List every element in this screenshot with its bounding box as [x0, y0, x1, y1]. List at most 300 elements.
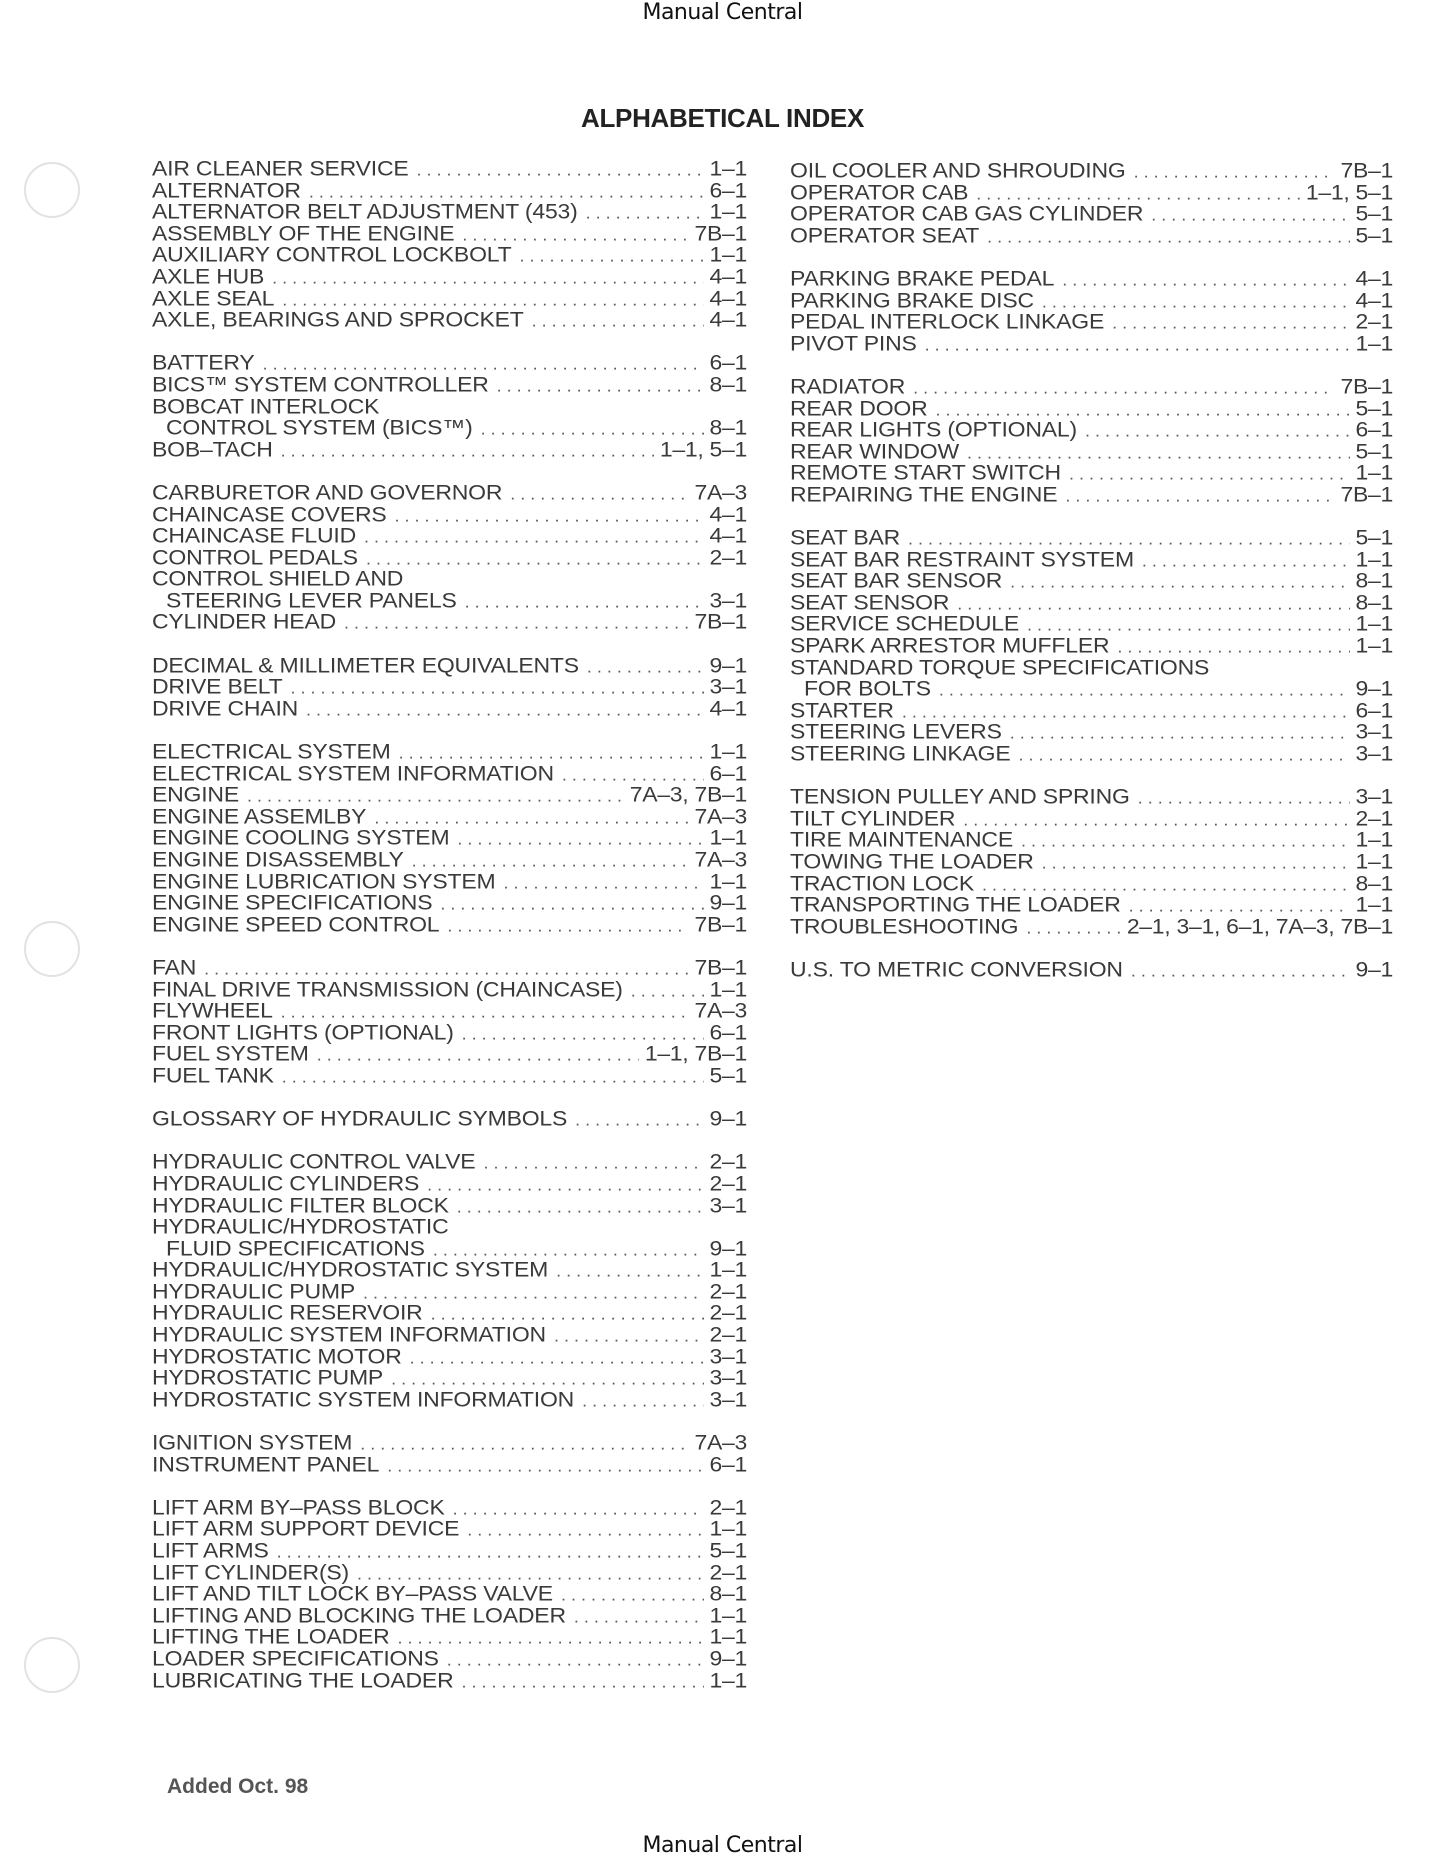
- index-entry-page: 5–1: [1355, 438, 1393, 463]
- index-group-p: [790, 267, 1393, 353]
- index-entry-page: 1–1: [709, 1516, 747, 1541]
- index-entry-page: 1–1: [709, 1602, 747, 1627]
- index-entry-label: HYDRAULIC SYSTEM INFORMATION: [152, 1322, 546, 1346]
- index-entry-label: CONTROL PEDALS: [152, 544, 358, 569]
- index-entry: [152, 307, 747, 332]
- index-entry-label: ENGINE ASSEMLBY: [152, 803, 367, 828]
- dot-leader: [1151, 206, 1349, 226]
- index-entry-label: ELECTRICAL SYSTEM: [152, 738, 391, 763]
- index-entry: [790, 848, 1393, 873]
- index-entry: [790, 287, 1393, 312]
- index-entry-page: 8–1: [1355, 870, 1393, 895]
- index-entry-page: 3–1: [1355, 784, 1393, 809]
- index-entry-label: CHAINCASE FLUID: [152, 523, 357, 547]
- index-entry: [152, 738, 747, 763]
- index-entry: [152, 1214, 747, 1238]
- index-entry: [152, 1019, 747, 1044]
- dot-leader: [510, 484, 688, 504]
- dot-leader: [1065, 486, 1334, 506]
- index-entry: [790, 611, 1393, 636]
- dot-leader: [447, 916, 688, 936]
- index-entry-label: ENGINE SPECIFICATIONS: [152, 890, 433, 915]
- index-entry-page: 4–1: [709, 501, 747, 526]
- index-entry-label: LIFT CYLINDER(S): [152, 1559, 350, 1584]
- index-entry-label: LIFT ARM BY–PASS BLOCK: [152, 1494, 445, 1519]
- dot-leader: [398, 1629, 704, 1649]
- index-entry-label: CONTROL SYSTEM (BICS™): [166, 415, 473, 440]
- dot-leader: [1021, 832, 1350, 852]
- index-entry-page: 3–1: [709, 1192, 747, 1217]
- dot-leader: [1010, 573, 1349, 593]
- dot-leader: [440, 895, 703, 915]
- index-entry-page: 3–1: [1355, 740, 1393, 765]
- index-entry: [790, 589, 1393, 614]
- index-entry-page: 1–1: [709, 868, 747, 893]
- index-entry-page: 9–1: [709, 652, 747, 677]
- index-entry: [152, 479, 747, 504]
- index-entry-label: OPERATOR SEAT: [790, 222, 980, 247]
- index-entry: [790, 633, 1393, 657]
- index-entry-page: 1–1: [709, 242, 747, 267]
- index-entry-page: 4–1: [709, 523, 747, 547]
- index-entry-label: SERVICE SCHEDULE: [790, 611, 1020, 636]
- index-entry: [152, 1322, 747, 1346]
- dot-leader: [282, 1068, 704, 1088]
- index-entry: [152, 1537, 747, 1562]
- index-entry: [790, 438, 1393, 463]
- dot-leader: [1131, 962, 1350, 982]
- index-entry: [152, 220, 747, 245]
- index-entry: [790, 309, 1393, 334]
- index-group-u: [790, 958, 1393, 980]
- index-entry: [152, 523, 747, 547]
- index-entry-label: ENGINE DISASSEMBLY: [152, 846, 404, 871]
- index-entry-page: 7B–1: [1340, 481, 1393, 506]
- index-entry: [152, 1451, 747, 1476]
- index-entry-label: CYLINDER HEAD: [152, 609, 336, 634]
- dot-leader: [586, 204, 704, 224]
- index-entry: [790, 546, 1393, 571]
- index-entry-page: 1–1: [1355, 330, 1393, 355]
- index-group-i: [152, 1431, 747, 1474]
- index-entry-label: CONTROL SHIELD AND: [152, 566, 404, 591]
- index-entry: [152, 890, 747, 915]
- index-entry-page: 1–1, 7B–1: [644, 1041, 747, 1066]
- index-entry: [152, 1429, 747, 1454]
- index-entry-label: SEAT BAR RESTRAINT SYSTEM: [790, 546, 1134, 571]
- index-entry-page: 2–1: [709, 1278, 747, 1303]
- index-entry-page: 9–1: [1355, 956, 1393, 981]
- index-entry-label: STANDARD TORQUE SPECIFICATIONS: [790, 654, 1210, 679]
- index-entry-label: DRIVE CHAIN: [152, 695, 299, 720]
- index-entry-label: REAR LIGHTS (OPTIONAL): [790, 417, 1077, 442]
- dot-leader: [483, 1154, 703, 1174]
- index-group-f: [152, 956, 747, 1086]
- index-entry-label: REPAIRING THE ENGINE: [790, 481, 1058, 506]
- index-entry-page: 6–1: [709, 177, 747, 202]
- dot-leader: [1010, 724, 1350, 744]
- index-entry: [152, 760, 747, 785]
- index-entry-label: FAN: [152, 954, 197, 979]
- index-entry: [790, 654, 1393, 679]
- index-entry-page: 1–1: [1355, 611, 1393, 636]
- index-entry-label: TENSION PULLEY AND SPRING: [790, 784, 1130, 809]
- index-entry-label: ENGINE: [152, 782, 239, 807]
- index-entry-page: 1–1: [709, 976, 747, 1001]
- index-entry: [790, 719, 1393, 744]
- index-entry-page: 7B–1: [694, 911, 747, 936]
- index-entry: [152, 1149, 747, 1174]
- index-group-l: [152, 1496, 747, 1690]
- index-entry: [790, 913, 1393, 938]
- index-entry-page: 1–1: [1355, 827, 1393, 852]
- index-entry-page: 2–1: [709, 1322, 747, 1346]
- index-entry: [152, 242, 747, 267]
- dot-leader: [1026, 918, 1121, 938]
- index-entry: [790, 460, 1393, 485]
- index-entry: [152, 609, 747, 634]
- index-entry-label: BOB–TACH: [152, 436, 273, 461]
- index-column-left: [152, 157, 747, 1712]
- index-entry: [152, 1494, 747, 1519]
- index-entry-page: 2–1: [1355, 805, 1393, 830]
- index-entry-label: HYDRAULIC FILTER BLOCK: [152, 1192, 449, 1217]
- index-entry-page: 7A–3: [694, 1429, 747, 1454]
- index-entry-page: 1–1: [709, 1257, 747, 1282]
- index-entry-label: LUBRICATING THE LOADER: [152, 1667, 454, 1692]
- index-entry-label: TIRE MAINTENANCE: [790, 827, 1013, 852]
- dot-leader: [1138, 789, 1350, 809]
- index-entry-page: 5–1: [1355, 395, 1393, 420]
- index-entry-page: 1–1, 5–1: [1305, 179, 1393, 204]
- index-group-o: [790, 159, 1393, 245]
- index-entry-page: 4–1: [709, 695, 747, 720]
- index-entry-label: OIL COOLER AND SHROUDING: [790, 157, 1126, 182]
- index-entry-label: INSTRUMENT PANEL: [152, 1451, 380, 1476]
- index-entry: [152, 803, 747, 828]
- index-entry-page: 1–1: [1355, 848, 1393, 873]
- index-entry: [152, 1170, 747, 1195]
- index-entry-page: 4–1: [709, 263, 747, 288]
- index-entry-page: 2–1, 3–1, 6–1, 7A–3, 7B–1: [1126, 913, 1393, 938]
- index-group-t: [790, 785, 1393, 936]
- index-entry-label: BATTERY: [152, 350, 255, 375]
- index-entry-label: ALTERNATOR BELT ADJUSTMENT (453): [152, 199, 578, 224]
- dot-leader: [987, 227, 1349, 247]
- index-entry: [152, 587, 747, 612]
- dot-leader: [561, 1586, 704, 1606]
- dot-leader: [1018, 746, 1349, 766]
- index-entry-page: 2–1: [709, 1300, 747, 1325]
- index-entry-label: LIFT ARMS: [152, 1537, 269, 1562]
- index-entry-page: 5–1: [1355, 222, 1393, 247]
- index-entry-page: 8–1: [1355, 568, 1393, 593]
- index-entry-page: 7B–1: [694, 954, 747, 979]
- index-entry-label: OPERATOR CAB: [790, 179, 969, 204]
- index-entry-label: SPARK ARRESTOR MUFFLER: [790, 633, 1110, 657]
- index-entry-page: 7A–3: [694, 998, 747, 1023]
- index-entry: [790, 676, 1393, 701]
- index-entry-page: 2–1: [709, 1170, 747, 1195]
- dot-leader: [1042, 854, 1350, 874]
- index-entry-label: AIR CLEANER SERVICE: [152, 155, 409, 180]
- dot-leader: [360, 1435, 688, 1455]
- index-group-b: [152, 351, 747, 459]
- index-entry-label: STEERING LEVER PANELS: [166, 587, 457, 612]
- index-entry-label: DECIMAL & MILLIMETER EQUIVALENTS: [152, 652, 579, 677]
- index-group-e: [152, 740, 747, 934]
- index-entry: [152, 371, 747, 396]
- index-entry: [152, 1343, 747, 1368]
- dot-leader: [410, 1348, 704, 1368]
- index-entry-page: 2–1: [709, 544, 747, 569]
- index-entry-label: ENGINE LUBRICATION SYSTEM: [152, 868, 496, 893]
- index-entry-page: 1–1: [1355, 892, 1393, 917]
- index-entry-label: TOWING THE LOADER: [790, 848, 1034, 873]
- index-entry-label: LIFT AND TILT LOCK BY–PASS VALVE: [152, 1581, 553, 1606]
- index-entry: [152, 1235, 747, 1260]
- index-entry-page: 6–1: [709, 1019, 747, 1044]
- dot-leader: [387, 1456, 703, 1476]
- dot-leader: [1062, 271, 1349, 291]
- index-entry: [790, 827, 1393, 852]
- index-entry: [790, 222, 1393, 247]
- dot-leader: [395, 506, 704, 526]
- dot-leader: [272, 269, 703, 289]
- index-entry-page: 2–1: [709, 1149, 747, 1174]
- dot-leader: [447, 1651, 704, 1671]
- index-entry-page: 9–1: [709, 890, 747, 915]
- index-entry: [790, 481, 1393, 506]
- index-entry: [152, 868, 747, 893]
- index-entry: [790, 525, 1393, 549]
- dot-leader: [503, 873, 703, 893]
- page-title: ALPHABETICAL INDEX: [580, 103, 865, 133]
- index-entry-label: HYDRAULIC CYLINDERS: [152, 1170, 420, 1195]
- index-entry-label: PIVOT PINS: [790, 330, 917, 355]
- index-entry-label: REAR DOOR: [790, 395, 928, 420]
- dot-leader: [366, 549, 704, 569]
- index-entry-label: FLYWHEEL: [152, 998, 273, 1023]
- index-entry-page: 1–1: [1355, 460, 1393, 485]
- dot-leader: [364, 528, 703, 548]
- index-entry: [152, 415, 747, 440]
- dot-leader: [1085, 422, 1350, 442]
- index-entry-label: FUEL TANK: [152, 1062, 274, 1087]
- index-entry: [790, 892, 1393, 917]
- index-entry-label: LIFTING THE LOADER: [152, 1624, 390, 1649]
- index-entry: [790, 179, 1393, 204]
- index-group-a: [152, 157, 747, 330]
- index-entry-page: 7A–3: [694, 479, 747, 504]
- index-entry: [152, 566, 747, 591]
- index-entry-label: ALTERNATOR: [152, 177, 301, 202]
- dot-leader: [574, 1607, 704, 1627]
- index-entry-page: 1–1: [709, 825, 747, 850]
- index-entry: [152, 695, 747, 720]
- index-entry-label: HYDROSTATIC SYSTEM INFORMATION: [152, 1386, 575, 1411]
- index-entry-label: STEERING LINKAGE: [790, 740, 1011, 765]
- index-entry-label: HYDRAULIC CONTROL VALVE: [152, 1149, 476, 1174]
- index-entry-page: 2–1: [709, 1559, 747, 1584]
- index-entry: [152, 544, 747, 569]
- index-entry-page: 7B–1: [694, 609, 747, 634]
- index-entry: [790, 784, 1393, 809]
- index-entry: [152, 1192, 747, 1217]
- index-entry-page: 6–1: [709, 1451, 747, 1476]
- dot-leader: [963, 810, 1349, 830]
- index-entry: [152, 177, 747, 202]
- dot-leader: [344, 614, 688, 634]
- index-entry: [152, 1624, 747, 1649]
- punch-hole-icon: [24, 1637, 80, 1693]
- index-entry: [152, 782, 747, 807]
- index-entry: [152, 350, 747, 375]
- index-entry-page: 3–1: [709, 587, 747, 612]
- index-entry-label: GLOSSARY OF HYDRAULIC SYMBOLS: [152, 1106, 568, 1131]
- dot-leader: [317, 1046, 639, 1066]
- index-entry: [152, 1365, 747, 1390]
- index-entry-page: 5–1: [1355, 525, 1393, 549]
- index-entry-label: FOR BOLTS: [804, 676, 931, 701]
- index-entry-label: CHAINCASE COVERS: [152, 501, 387, 526]
- index-entry: [152, 846, 747, 871]
- dot-leader: [306, 700, 703, 720]
- index-entry-page: 1–1: [709, 199, 747, 224]
- index-entry-page: 1–1: [1355, 546, 1393, 571]
- dot-leader: [575, 1111, 703, 1131]
- index-entry-page: 7B–1: [1340, 373, 1393, 398]
- punch-hole-icon: [24, 921, 80, 977]
- index-entry: [152, 1278, 747, 1303]
- index-entry-page: 6–1: [1355, 697, 1393, 722]
- index-entry-page: 3–1: [709, 674, 747, 699]
- index-entry-page: 6–1: [1355, 417, 1393, 442]
- index-entry: [152, 155, 747, 180]
- footer-watermark: Manual Central: [642, 1833, 803, 1858]
- index-entry-page: 4–1: [709, 307, 747, 332]
- index-entry-label: PEDAL INTERLOCK LINKAGE: [790, 309, 1105, 334]
- index-entry: [152, 1559, 747, 1584]
- index-entry: [790, 373, 1393, 398]
- index-entry-label: ASSEMBLY OF THE ENGINE: [152, 220, 455, 245]
- index-entry-label: HYDRAULIC/HYDROSTATIC SYSTEM: [152, 1257, 549, 1282]
- index-entry-page: 6–1: [709, 760, 747, 785]
- index-entry-label: LOADER SPECIFICATIONS: [152, 1645, 439, 1670]
- dot-leader: [417, 161, 704, 181]
- index-entry: [790, 265, 1393, 290]
- index-entry-page: 7A–3: [694, 846, 747, 871]
- index-entry-label: FRONT LIGHTS (OPTIONAL): [152, 1019, 454, 1044]
- index-entry: [790, 568, 1393, 593]
- dot-leader: [1112, 314, 1349, 334]
- index-entry-label: IGNITION SYSTEM: [152, 1429, 353, 1454]
- index-entry: [790, 805, 1393, 830]
- index-entry-label: OPERATOR CAB GAS CYLINDER: [790, 201, 1144, 226]
- index-entry-label: CARBURETOR AND GOVERNOR: [152, 479, 503, 504]
- index-entry-label: FINAL DRIVE TRANSMISSION (CHAINCASE): [152, 976, 623, 1001]
- index-entry: [790, 697, 1393, 722]
- dot-leader: [520, 247, 704, 267]
- dot-leader: [427, 1175, 703, 1195]
- index-entry-page: 1–1: [709, 155, 747, 180]
- dot-leader: [1134, 163, 1335, 183]
- index-entry-label: HYDROSTATIC MOTOR: [152, 1343, 402, 1368]
- index-group-r: [790, 375, 1393, 505]
- index-entry: [790, 740, 1393, 765]
- index-entry-page: 1–1: [709, 1624, 747, 1649]
- index-entry-label: TRANSPORTING THE LOADER: [790, 892, 1121, 917]
- index-entry-page: 4–1: [1355, 265, 1393, 290]
- index-entry-page: 9–1: [1355, 676, 1393, 701]
- index-entry-label: U.S. TO METRIC CONVERSION: [790, 956, 1123, 981]
- index-entry-label: FLUID SPECIFICATIONS: [166, 1235, 425, 1260]
- index-entry-page: 6–1: [709, 350, 747, 375]
- dot-leader: [582, 1391, 703, 1411]
- index-entry-label: PARKING BRAKE PEDAL: [790, 265, 1055, 290]
- index-entry-label: DRIVE BELT: [152, 674, 283, 699]
- index-entry-label: STARTER: [790, 697, 894, 722]
- index-entry: [790, 157, 1393, 182]
- index-group-c: [152, 481, 747, 632]
- index-entry: [152, 976, 747, 1001]
- index-entry: [152, 674, 747, 699]
- index-entry: [152, 1062, 747, 1087]
- index-entry-page: 9–1: [709, 1235, 747, 1260]
- index-entry-label: HYDRAULIC RESERVOIR: [152, 1300, 423, 1325]
- index-entry-label: BOBCAT INTERLOCK: [152, 393, 380, 418]
- index-entry-label: LIFT ARM SUPPORT DEVICE: [152, 1516, 460, 1541]
- dot-leader: [587, 657, 704, 677]
- index-entry: [152, 199, 747, 224]
- index-entry-page: 3–1: [709, 1365, 747, 1390]
- index-entry-page: 5–1: [709, 1062, 747, 1087]
- index-entry-label: STEERING LEVERS: [790, 719, 1002, 744]
- index-entry-page: 1–1: [709, 738, 747, 763]
- index-entry-label: BICS™ SYSTEM CONTROLLER: [152, 371, 489, 396]
- dot-leader: [631, 981, 704, 1001]
- dot-leader: [913, 379, 1334, 399]
- dot-leader: [1142, 551, 1350, 571]
- index-entry: [152, 1041, 747, 1066]
- index-entry-label: AXLE SEAL: [152, 285, 275, 310]
- index-entry-label: TRACTION LOCK: [790, 870, 974, 895]
- dot-leader: [457, 1197, 704, 1217]
- index-entry-label: AXLE HUB: [152, 263, 265, 288]
- index-entry: [152, 998, 747, 1023]
- dot-leader: [556, 1262, 703, 1282]
- added-note: Added Oct. 98: [167, 1775, 309, 1798]
- index-entry-page: 8–1: [1355, 589, 1393, 614]
- index-entry: [152, 1257, 747, 1282]
- index-entry: [152, 1516, 747, 1541]
- index-entry-label: TILT CYLINDER: [790, 805, 956, 830]
- index-entry-page: 4–1: [709, 285, 747, 310]
- index-entry-label: HYDRAULIC PUMP: [152, 1278, 355, 1303]
- dot-leader: [457, 830, 703, 850]
- index-entry: [790, 201, 1393, 226]
- dot-leader: [465, 592, 704, 612]
- index-entry-page: 9–1: [709, 1645, 747, 1670]
- index-entry: [152, 393, 747, 418]
- index-entry: [152, 1602, 747, 1627]
- index-entry-page: 8–1: [709, 1581, 747, 1606]
- index-entry-label: HYDRAULIC/HYDROSTATIC: [152, 1214, 449, 1238]
- index-entry-page: 2–1: [709, 1494, 747, 1519]
- index-entry-label: LIFTING AND BLOCKING THE LOADER: [152, 1602, 566, 1627]
- index-entry: [152, 1581, 747, 1606]
- dot-leader: [467, 1521, 703, 1541]
